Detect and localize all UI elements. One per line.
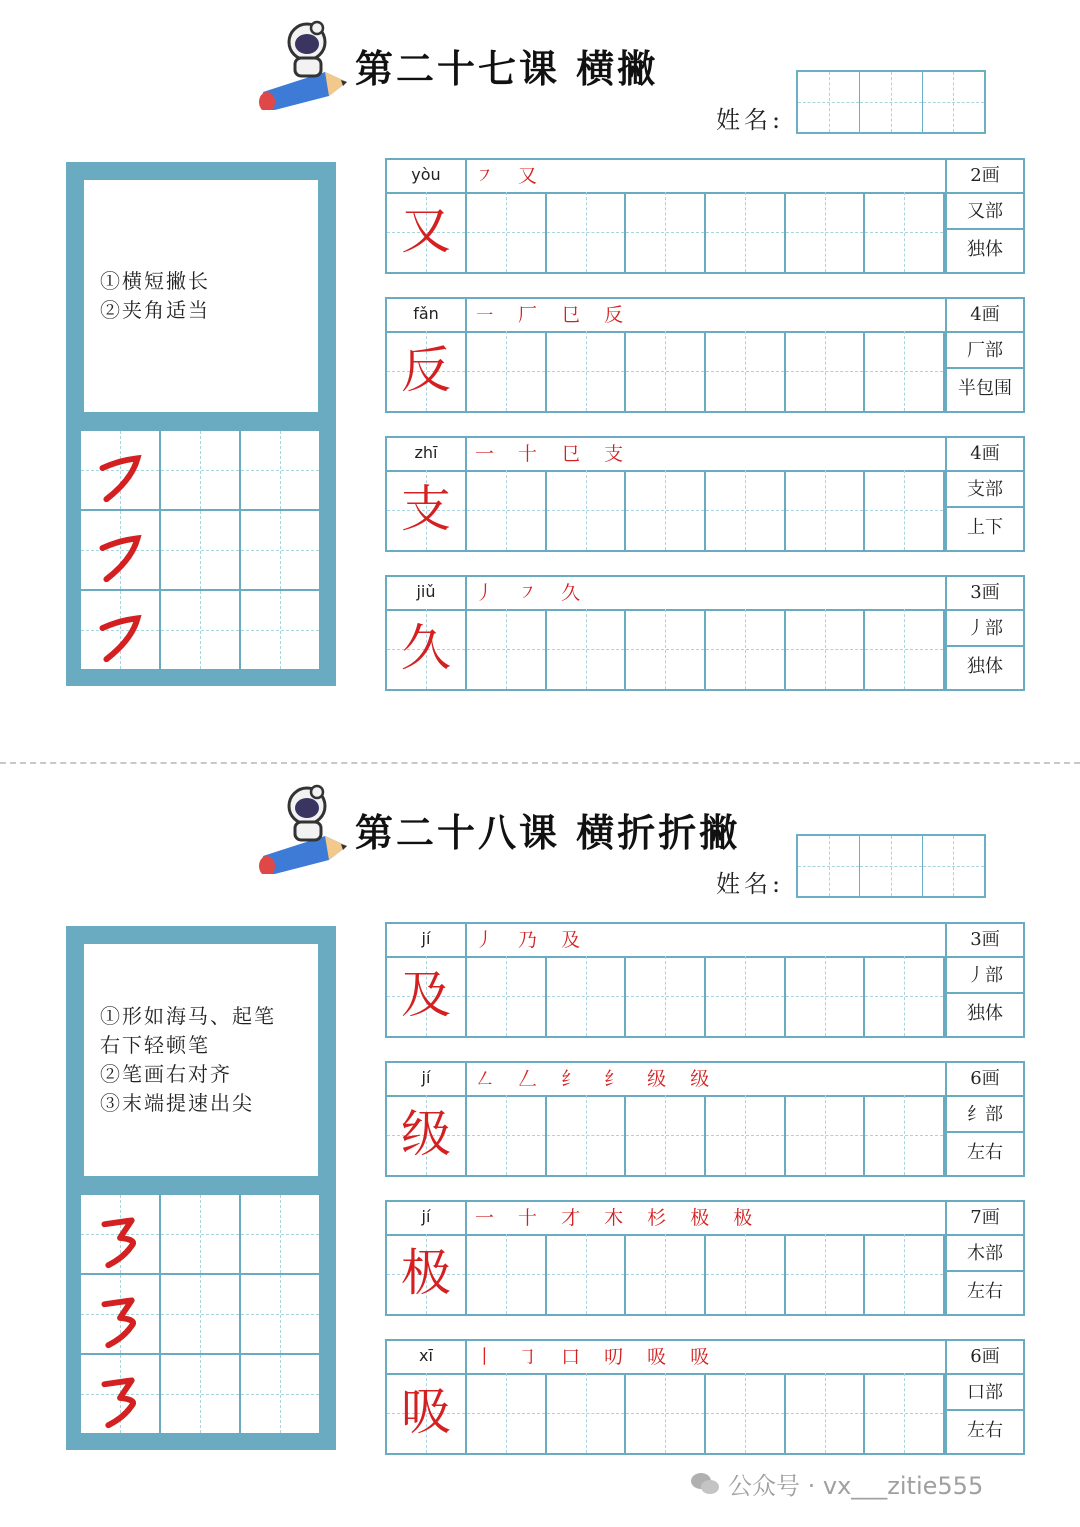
char-row: [385, 1061, 1025, 1177]
name-cell[interactable]: [798, 72, 860, 132]
stroke-count: 4画: [947, 299, 1023, 333]
char-row: [385, 1339, 1025, 1455]
radical: 纟部: [947, 1097, 1023, 1133]
hengpie-stroke-icon: [81, 591, 159, 669]
stroke-count: 4画: [947, 438, 1023, 472]
stroke-count: 3画: [947, 924, 1023, 958]
stroke-count: 7画: [947, 1202, 1023, 1236]
char-row: [385, 297, 1025, 413]
tip-line: 右下轻顿笔: [100, 1033, 210, 1057]
practice-cell[interactable]: [240, 1274, 320, 1354]
hengzhezhepie-stroke-icon: [81, 1275, 159, 1353]
char-info: [945, 1202, 1023, 1314]
structure: 上下: [967, 517, 1003, 538]
stroke-order: 一 十 㔾 支: [475, 443, 633, 465]
stroke-count: 3画: [947, 577, 1023, 611]
model-char: 支: [401, 480, 451, 538]
hengzhezhepie-stroke-icon: [81, 1355, 159, 1433]
char-info: [945, 577, 1023, 689]
char-info: [945, 1063, 1023, 1175]
model-char-cell: [387, 470, 467, 550]
radical: 口部: [947, 1375, 1023, 1411]
practice-cell[interactable]: [786, 331, 866, 411]
model-char: 吸: [401, 1383, 451, 1441]
practice-cell[interactable]: [626, 609, 706, 689]
radical: 丿部: [947, 958, 1023, 994]
practice-cell[interactable]: [547, 956, 627, 1036]
hengzhezhepie-stroke-icon: [81, 1195, 159, 1273]
practice-cell[interactable]: [160, 1274, 240, 1354]
practice-cell[interactable]: [865, 192, 945, 272]
tips-box: [84, 180, 318, 412]
tip-line: ②笔画右对齐: [100, 1062, 232, 1086]
tip-line: ①横短撇长: [100, 269, 210, 293]
name-label: 姓名:: [716, 870, 785, 898]
practice-cell[interactable]: [626, 331, 706, 411]
char-info: [945, 438, 1023, 550]
char-row: [385, 1200, 1025, 1316]
practice-cells[interactable]: [467, 331, 945, 411]
practice-cells[interactable]: [467, 609, 945, 689]
name-cell[interactable]: [798, 836, 860, 896]
radical: 支部: [947, 472, 1023, 508]
practice-cells[interactable]: [467, 956, 945, 1036]
stroke-order: 一 十 才 木 杉 极 极: [475, 1207, 762, 1229]
pinyin: jí: [387, 924, 467, 956]
practice-cells[interactable]: [467, 192, 945, 272]
pinyin: jí: [387, 1063, 467, 1095]
char-info: [945, 1341, 1023, 1453]
astronaut-pencil-icon: [255, 20, 355, 110]
practice-cell[interactable]: [786, 956, 866, 1036]
name-input-grid[interactable]: [796, 834, 986, 898]
practice-cell[interactable]: [626, 1373, 706, 1453]
pinyin: fǎn: [387, 299, 467, 331]
practice-cell[interactable]: [865, 470, 945, 550]
stroke-model-cell: [80, 590, 160, 670]
practice-cell[interactable]: [865, 956, 945, 1036]
tip-line: ①形如海马、起笔: [100, 1004, 276, 1028]
model-char: 级: [401, 1105, 451, 1163]
practice-cell[interactable]: [240, 510, 320, 590]
stroke-practice-grid: [80, 430, 320, 670]
stroke-order: 丨 ㇆ 口 叨 吸 吸: [475, 1346, 719, 1368]
practice-cell[interactable]: [160, 510, 240, 590]
name-input-grid[interactable]: [796, 70, 986, 134]
stroke-panel: [66, 162, 336, 686]
practice-cell[interactable]: [706, 1373, 786, 1453]
model-char-cell: [387, 331, 467, 411]
practice-cell[interactable]: [865, 1373, 945, 1453]
model-char: 及: [401, 966, 451, 1024]
tip-line: ②夹角适当: [100, 298, 210, 322]
char-row: [385, 158, 1025, 274]
radical: 丿部: [947, 611, 1023, 647]
practice-cell[interactable]: [160, 1354, 240, 1434]
practice-cell[interactable]: [467, 1373, 547, 1453]
char-info: [945, 299, 1023, 411]
model-char: 极: [401, 1244, 451, 1302]
stroke-practice-grid: [80, 1194, 320, 1434]
practice-cell[interactable]: [547, 1234, 627, 1314]
practice-cell[interactable]: [786, 470, 866, 550]
practice-cell[interactable]: [626, 470, 706, 550]
model-char-cell: [387, 1373, 467, 1453]
practice-cell[interactable]: [706, 1095, 786, 1175]
char-row: [385, 436, 1025, 552]
name-label: 姓名:: [716, 106, 785, 134]
model-char-cell: [387, 1234, 467, 1314]
pinyin: zhī: [387, 438, 467, 470]
stroke-count: 2画: [947, 160, 1023, 194]
practice-cell[interactable]: [160, 430, 240, 510]
radical: 木部: [947, 1236, 1023, 1272]
practice-cell[interactable]: [547, 1373, 627, 1453]
practice-cell[interactable]: [467, 470, 547, 550]
structure: 独体: [967, 1003, 1003, 1024]
practice-cell[interactable]: [547, 470, 627, 550]
name-cell[interactable]: [923, 836, 984, 896]
practice-cell[interactable]: [706, 192, 786, 272]
pinyin: jí: [387, 1202, 467, 1234]
stroke-order: ㇇ 又: [475, 165, 547, 187]
lesson-title: 第二十七课 横撇: [355, 46, 659, 91]
radical: 厂部: [947, 333, 1023, 369]
practice-cell[interactable]: [240, 590, 320, 670]
pinyin: jiǔ: [387, 577, 467, 609]
practice-cell[interactable]: [626, 192, 706, 272]
pinyin: xī: [387, 1341, 467, 1373]
structure: 左右: [967, 1281, 1003, 1302]
astronaut-pencil-icon: [255, 784, 355, 874]
lesson-27: [0, 0, 1080, 760]
practice-cell[interactable]: [240, 430, 320, 510]
practice-cell[interactable]: [547, 1095, 627, 1175]
practice-cell[interactable]: [626, 1095, 706, 1175]
practice-cell[interactable]: [626, 956, 706, 1036]
model-char-cell: [387, 609, 467, 689]
practice-cell[interactable]: [467, 192, 547, 272]
practice-cell[interactable]: [240, 1194, 320, 1274]
stroke-count: 6画: [947, 1341, 1023, 1375]
name-cell[interactable]: [860, 72, 922, 132]
practice-cell[interactable]: [626, 1234, 706, 1314]
practice-cell[interactable]: [547, 331, 627, 411]
structure: 左右: [967, 1420, 1003, 1441]
char-row: [385, 575, 1025, 691]
practice-cell[interactable]: [865, 1234, 945, 1314]
practice-cells[interactable]: [467, 1373, 945, 1453]
radical: 又部: [947, 194, 1023, 230]
practice-cell[interactable]: [865, 331, 945, 411]
practice-cell[interactable]: [786, 1373, 866, 1453]
structure: 独体: [967, 656, 1003, 677]
watermark: [690, 1466, 983, 1501]
stroke-model-cell: [80, 1354, 160, 1434]
hengpie-stroke-icon: [81, 511, 159, 589]
practice-cells[interactable]: [467, 470, 945, 550]
tip-line: ③末端提速出尖: [100, 1091, 254, 1115]
practice-cell[interactable]: [467, 609, 547, 689]
practice-cell[interactable]: [706, 956, 786, 1036]
practice-cell[interactable]: [467, 1095, 547, 1175]
practice-cell[interactable]: [706, 609, 786, 689]
model-char-cell: [387, 192, 467, 272]
char-info: [945, 160, 1023, 272]
practice-cell[interactable]: [786, 192, 866, 272]
practice-cell[interactable]: [547, 192, 627, 272]
pinyin: yòu: [387, 160, 467, 192]
model-char: 久: [401, 619, 451, 677]
practice-cell[interactable]: [786, 1234, 866, 1314]
char-info: [945, 924, 1023, 1036]
model-char: 反: [401, 341, 451, 399]
tips-box: [84, 944, 318, 1176]
stroke-model-cell: [80, 1194, 160, 1274]
practice-cells[interactable]: [467, 1095, 945, 1175]
wechat-icon: [690, 1471, 720, 1497]
stroke-model-cell: [80, 1274, 160, 1354]
stroke-model-cell: [80, 510, 160, 590]
practice-cell[interactable]: [160, 1194, 240, 1274]
practice-cell[interactable]: [240, 1354, 320, 1434]
stroke-order: ㇐ 厂 㔾 反: [475, 304, 633, 326]
structure: 独体: [967, 239, 1003, 260]
model-char: 又: [401, 202, 451, 260]
structure: 半包围: [958, 378, 1012, 399]
name-cell[interactable]: [923, 72, 984, 132]
practice-cell[interactable]: [467, 956, 547, 1036]
stroke-order: 丿 ㇇ 久: [475, 582, 590, 604]
model-char-cell: [387, 1095, 467, 1175]
practice-cell[interactable]: [160, 590, 240, 670]
model-char-cell: [387, 956, 467, 1036]
practice-cell[interactable]: [865, 609, 945, 689]
practice-cell[interactable]: [706, 1234, 786, 1314]
practice-cell[interactable]: [786, 609, 866, 689]
practice-cells[interactable]: [467, 1234, 945, 1314]
practice-cell[interactable]: [706, 331, 786, 411]
stroke-order: 丿 乃 及: [475, 929, 590, 951]
practice-cell[interactable]: [467, 331, 547, 411]
watermark-text: 公众号 · vx___zitie555: [728, 1472, 984, 1500]
stroke-model-cell: [80, 430, 160, 510]
practice-cell[interactable]: [547, 609, 627, 689]
hengpie-stroke-icon: [81, 431, 159, 509]
practice-cell[interactable]: [467, 1234, 547, 1314]
lesson-28: [0, 764, 1080, 1524]
stroke-panel: [66, 926, 336, 1450]
lesson-title: 第二十八课 横折折撇: [355, 810, 741, 855]
stroke-order: ㇜ 𠃋 纟 纟 级 级: [475, 1068, 719, 1090]
practice-cell[interactable]: [865, 1095, 945, 1175]
practice-cell[interactable]: [786, 1095, 866, 1175]
name-cell[interactable]: [860, 836, 922, 896]
char-row: [385, 922, 1025, 1038]
structure: 左右: [967, 1142, 1003, 1163]
stroke-count: 6画: [947, 1063, 1023, 1097]
practice-cell[interactable]: [706, 470, 786, 550]
